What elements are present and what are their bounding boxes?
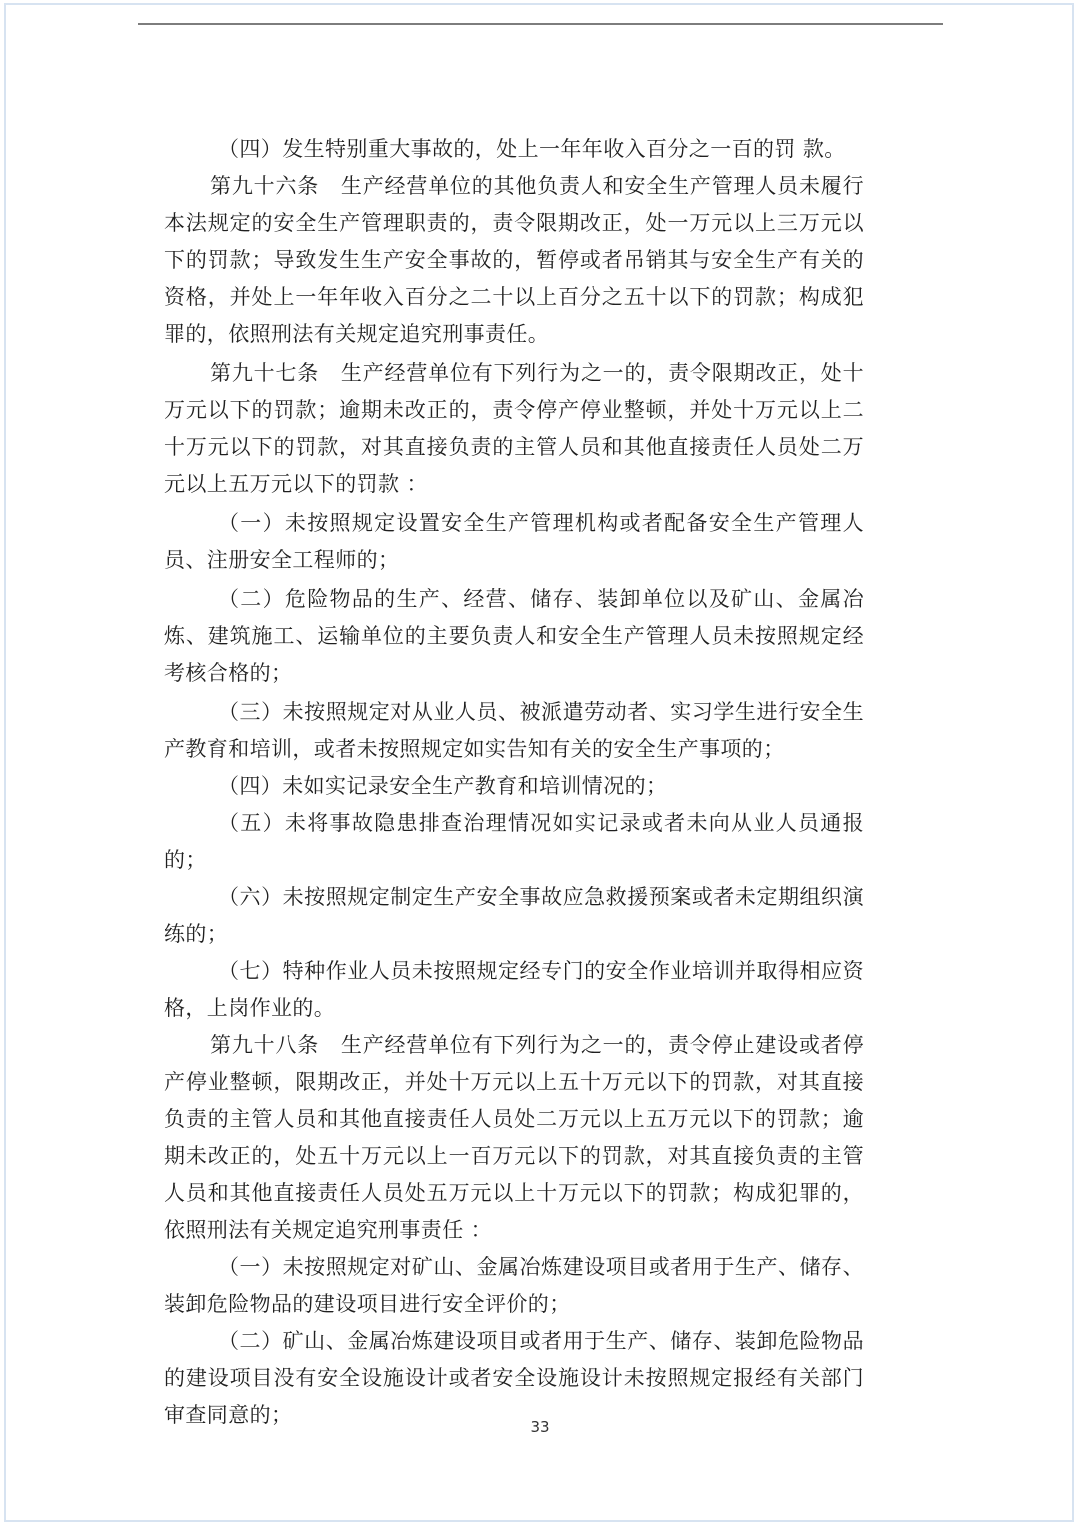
article-98-item-1: （一）未按照规定对矿山、金属冶炼建设项目或者用于生产、储存、装卸危险物品的建设项目进行安全评价的； (164, 1255, 864, 1316)
article-97-item-4: （四）未如实记录安全生产教育和培训情况的； (218, 774, 668, 798)
header-rule (138, 23, 943, 25)
article-97-item-1: （一）未按照规定设置安全生产管理机构或者配备安全生产管理人员、注册安全工程师的； (164, 511, 864, 572)
document-body (164, 131, 864, 1434)
article-97-item-2: （二）危险物品的生产、经营、储存、装卸单位以及矿山、金属冶炼、建筑施工、运输单位的主要负责人和安全生产管理人员未按照规定经考核合格的； (164, 587, 864, 685)
article-97-item-6: （六）未按照规定制定生产安全事故应急救援预案或者未定期组织演练的； (164, 885, 864, 946)
article-97-item-5: （五）未将事故隐患排查治理情况如实记录或者未向从业人员通报的； (164, 811, 864, 872)
article-96: 第九十六条 生产经营单位的其他负责人和安全生产管理人员未履行本法规定的安全生产管理职责的，责令限期改正，处一万元以上三万元以下的罚款；导致发生生产安全事故的，暂停或者吊销其与安全生产有关的资格，并处上一年年收入百分之二十以上百分之五十以下的罚款；构成犯罪的，依照刑法有关规定追究刑事责任。 (164, 174, 864, 346)
article-98: 第九十八条 生产经营单位有下列行为之一的，责令停止建设或者停产停业整顿，限期改正，并处十万元以上五十万元以下的罚款，对其直接负责的主管人员和其他直接责任人员处二万元以上五万元以下的罚款；逾期未改正的，处五十万元以上一百万元以下的罚款，对其直接负责的主管人员和其他直接责任人员处五万元以上十万元以下的罚款；构成犯罪的，依照刑法有关规定追究刑事责任 ： (164, 1033, 864, 1242)
article-97: 第九十七条 生产经营单位有下列行为之一的，责令限期改正，处十万元以下的罚款；逾期未改正的，责令停产停业整顿，并处十万元以上二十万元以下的罚款，对其直接负责的主管人员和其他直接责任人员处二万元以上五万元以下的罚款 ： (164, 361, 864, 496)
article-98-item-2: （二）矿山、金属冶炼建设项目或者用于生产、储存、装卸危险物品的建设项目没有安全设施设计或者安全设施设计未按照规定报经有关部门审查同意的； (164, 1329, 864, 1427)
article-97-item-7: （七）特种作业人员未按照规定经专门的安全作业培训并取得相应资格，上岗作业的。 (164, 959, 864, 1020)
article-97-item-3: （三）未按照规定对从业人员、被派遣劳动者、实习学生进行安全生产教育和培训，或者未按照规定如实告知有关的安全生产事项的； (164, 700, 864, 761)
paragraph-item-4-fine: （四）发生特别重大事故的，处上一年年收入百分之一百的罚 款。 (218, 137, 846, 161)
page-number: 33 (530, 1418, 550, 1436)
